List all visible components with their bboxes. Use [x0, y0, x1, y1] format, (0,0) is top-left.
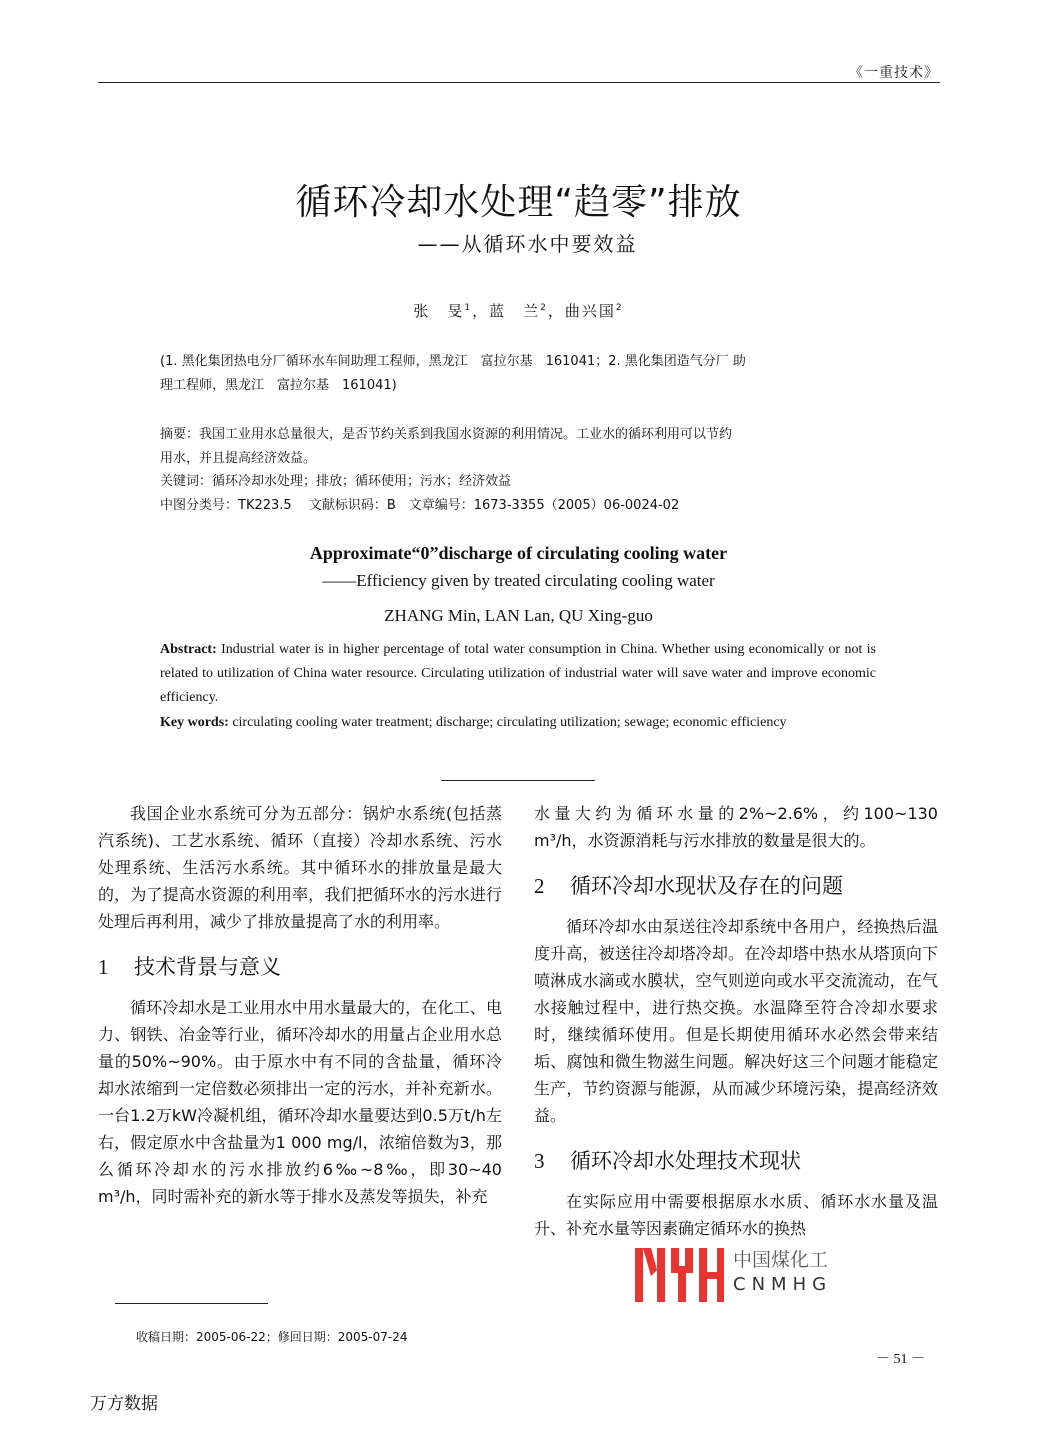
author-affil-mark: 1 — [464, 303, 473, 313]
section-number: 3 — [534, 1149, 545, 1173]
author-name: ，曲兴国 — [547, 302, 616, 320]
author-affil-mark: 2 — [615, 303, 624, 313]
section-title: 循环冷却水现状及存在的问题 — [570, 874, 843, 898]
section-heading — [534, 1146, 938, 1176]
classification-codes: 中图分类号：TK223.5 文献标识码：B 文章编号：1673-3355（2005）06-0024-02 — [160, 498, 680, 513]
section-number: 2 — [534, 874, 545, 898]
affiliation-line: (1. 黑化集团热电分厂循环水车间助理工程师，黑龙江 富拉尔基 161041；2. 黑化集团造气分厂 助 — [160, 354, 746, 369]
body-paragraph: 在实际应用中需要根据原水水质、循环水水量及温升、补充水量等因素确定循环水的换热 — [534, 1192, 938, 1238]
article-title: 循环冷却水处理“趋零”排放 — [295, 182, 742, 223]
body-paragraph: 循环冷却水是工业用水中用水量最大的，在化工、电力、钢铁、冶金等行业，循环冷却水的用量占企业用水总量的50%~90%。由于原水中有不同的含盐量，循环冷却水浓缩到一定倍数必须排出一定的污水，并补充新水。一台1.2万kW冷凝机组，循环冷却水量要达到0.5万t/h左右，假定原水中含盐量为1 000 mg/l，浓缩倍数为3，那么循环冷却水的污水排放约6‰~8‰，即30~40 m³/h，同时需补充的新水等于排水及蒸发等损失，补充 — [98, 998, 502, 1206]
header-divider — [98, 82, 940, 83]
article-subtitle: ——从循环水中要效益 — [417, 232, 638, 256]
affiliation — [160, 350, 880, 398]
author-list — [0, 300, 1037, 321]
intro-paragraph: 我国企业水系统可分为五部分：锅炉水系统(包括蒸汽系统)、工艺水系统、循环（直接）冷却水系统、污水处理系统、生活污水系统。其中循环水的排放量是最大的，为了提高水资源的利用率，我们把循环水的污水进行处理后再利用，减少了排放量提高了水的利用率。 — [98, 804, 502, 931]
footnote-dates: 收稿日期：2005-06-22；修回日期：2005-07-24 — [136, 1330, 408, 1344]
right-column — [534, 800, 938, 1242]
watermark-chinese: 中国煤化工 — [733, 1249, 829, 1271]
page-number: － 51 － — [876, 1352, 925, 1367]
section-divider — [441, 780, 595, 781]
keywords-text: circulating cooling water treatment; discharge; circulating utilization; sewage; economic efficiency — [228, 715, 787, 730]
abstract-line: 摘要：我国工业用水总量很大，是否节约关系到我国水资源的利用情况。工业水的循环利用可以节约 — [160, 427, 733, 442]
section-title: 循环冷却水处理技术现状 — [570, 1149, 801, 1173]
affiliation-line: 理工程师，黑龙江 富拉尔基 161041) — [160, 378, 397, 393]
author-affil-mark: 2 — [540, 303, 548, 313]
body-paragraph: 循环冷却水由泵送往冷却系统中各用户，经换热后温度升高，被送往冷却塔冷却。在冷却塔中热水从塔顶向下喷淋成水滴或水膜状，空气则逆向或水平交流流动，在气水接触过程中，进行热交换。水温降至符合冷却水要求时，继续循环使用。但是长期使用循环水必然会带来结垢、腐蚀和微生物滋生问题。解决好这三个问题才能稳定生产，节约资源与能源，从而减少环境污染，提高经济效益。 — [534, 917, 938, 1125]
abstract-chinese — [160, 423, 880, 471]
section-heading — [534, 871, 938, 901]
english-subtitle: ——Efficiency given by treated circulating cooling water — [322, 571, 715, 590]
abstract-line: 用水，并且提高经济效益。 — [160, 451, 317, 466]
author-name: 张 旻 — [413, 302, 465, 320]
keywords-label: Key words: — [160, 715, 229, 730]
author-name: ，蓝 兰 — [472, 302, 541, 320]
keywords-chinese: 关键词：循环冷却水处理；排放；循环使用；污水；经济效益 — [160, 474, 512, 489]
abstract-label: Abstract: — [160, 642, 217, 657]
english-authors: ZHANG Min, LAN Lan, QU Xing-guo — [384, 606, 653, 625]
left-column — [98, 800, 502, 1210]
body-paragraph: 水量大约为循环水量的2%~2.6%，约100~130 m³/h，水资源消耗与污水排放的数量是很大的。 — [534, 804, 938, 850]
english-abstract — [160, 638, 876, 710]
source-watermark: 万方数据 — [90, 1394, 158, 1414]
watermark-logo — [633, 1242, 843, 1304]
footnote-divider — [115, 1303, 268, 1304]
section-number: 1 — [98, 955, 109, 979]
english-title: Approximate“0”discharge of circulating cooling water — [309, 543, 728, 563]
section-heading — [98, 952, 502, 982]
abstract-text: Industrial water is in higher percentage of total water consumption in China. Whether using economically or not is related to utilization of China water resource. Circulating utilization of industrial water will save water and improve economic efficiency. — [160, 642, 876, 705]
journal-name: 《一重技术》 — [849, 65, 939, 81]
myh-logo-icon — [633, 1242, 725, 1304]
section-title: 技术背景与意义 — [134, 955, 281, 979]
watermark-english: CNMHG — [733, 1274, 833, 1295]
english-keywords — [160, 711, 880, 735]
